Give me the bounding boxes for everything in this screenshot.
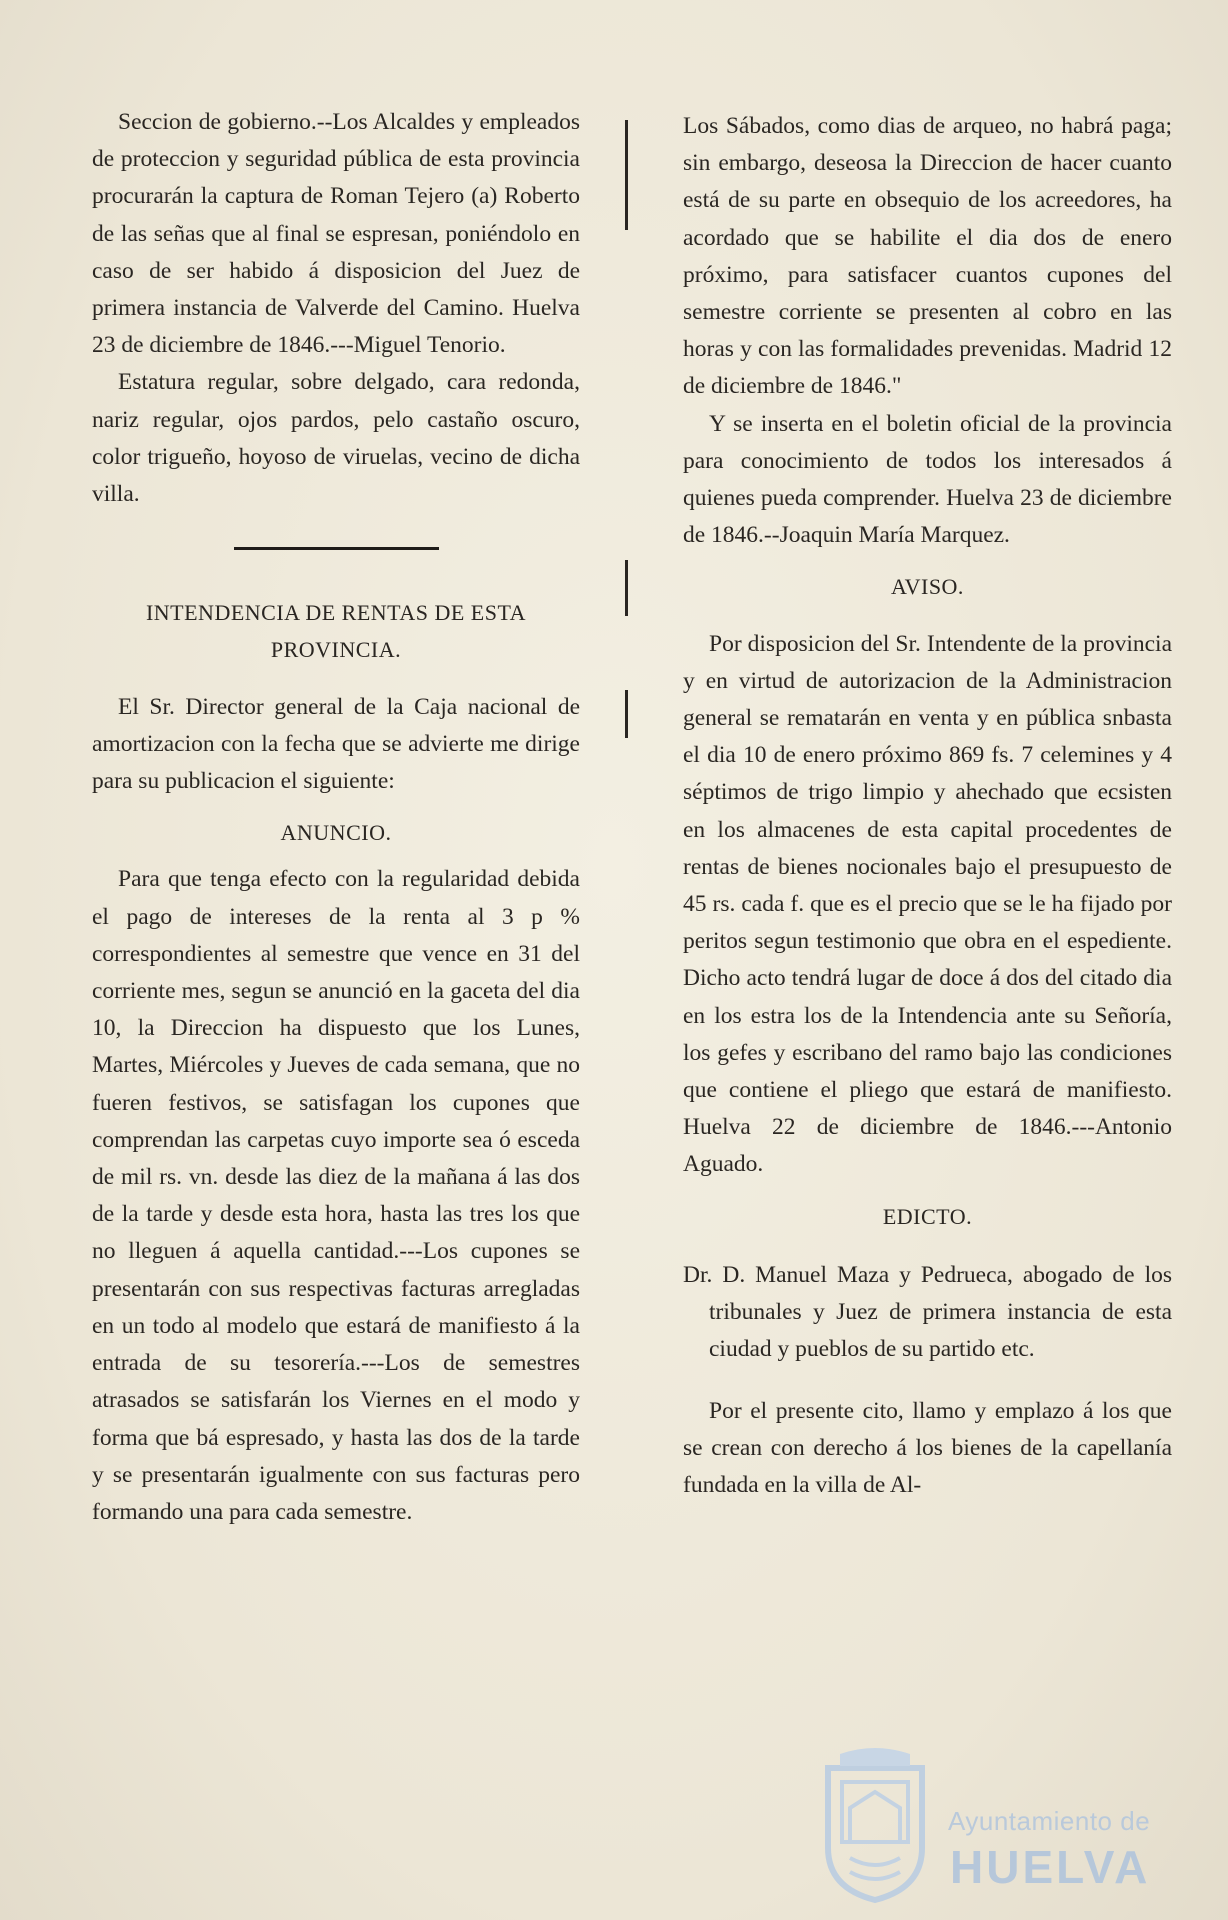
notice-gobierno: Seccion de gobierno.--Los Alcaldes y empleados de proteccion y seguridad pública de esta provincia procurarán la captura de Roman Tejero (a) Roberto de las señas que al final se espresan, poniéndolo en caso de ser habido á disposicion del Juez de primera instancia de Valverde del Camino. Huelva 23 de diciembre de 1846.---Miguel Tenorio.: [92, 109, 580, 359]
edicto-heading: EDICTO.: [882, 1203, 973, 1229]
anuncio-body: Para que tenga efecto con la regularidad debida el pago de intereses de la renta al 3 p % correspondientes al semestre que vence en 31 del corriente mes, segun se anunció en la gaceta del dia 10, la Direccion ha dispuesto que los Lunes, Martes, Miércoles y Jueves de cada semana, que no fueren festivos, se satisfagan los cupones que comprendan las carpetas cuyo importe sea ó esceda de mil rs. vn. desde las diez de la mañana á las dos de la tarde y desde esta hora, hasta las tres los que no lleguen á aquella cantidad.---Los cupones se presentarán con sus respectivas facturas arregladas en un todo al modelo que estará de manifiesto á la entrada de su tesorería.---Los de semestres atrasados se satisfarán los Viernes en el modo y forma que bá espresado, y hasta las dos de la tarde y se presentarán igualmente con sus facturas pero formando una para cada semestre.: [92, 866, 580, 1525]
city-shield-icon: [820, 1748, 930, 1904]
right-column: [683, 108, 1172, 1504]
intro-paragraph: El Sr. Director general de la Caja nacional de amortizacion con la fecha que se advierte me dirige para su publicacion el siguiente:: [92, 693, 580, 795]
notice-description: Estatura regular, sobre delgado, cara redonda, nariz regular, ojos pardos, pelo castaño oscuro, color trigueño, hoyoso de viruelas, vecino de dicha villa.: [92, 369, 580, 508]
watermark-line-1: Ayuntamiento de: [948, 1806, 1151, 1836]
left-column: [92, 104, 580, 1531]
edicto-body: Por el presente cito, llamo y emplazo á los que se crean con derecho á los bienes de la capellanía fundada en la villa de Al-: [683, 1397, 1172, 1498]
watermark-line-2: HUELVA: [950, 1841, 1151, 1893]
anuncio-heading: ANUNCIO.: [280, 820, 392, 846]
section-title-intendencia: INTENDENCIA DE RENTAS DE ESTA PROVINCIA.: [145, 600, 527, 663]
column-separator-upper: [625, 120, 628, 230]
inserted-notice: Y se inserta en el boletin oficial de la provincia para conocimiento de todos los interesados á quienes pueda comprender. Huelva 23 de diciembre de 1846.--Joaquin María Marquez.: [683, 410, 1172, 549]
anuncio-continued: Los Sábados, como dias de arqueo, no habrá paga; sin embargo, deseosa la Direccion de hacer cuanto está de su parte en obsequio de los acreedores, ha acordado que se habilite el dia dos de enero próximo, para satisfacer cuantos cupones del semestre corriente se presenten al cobro en las horas y con las formalidades prevenidas. Madrid 12 de diciembre de 1846.": [683, 113, 1172, 400]
section-divider: [234, 547, 439, 550]
column-separator-mid: [625, 560, 628, 616]
column-separator-lower: [625, 690, 628, 738]
edicto-judge: Dr. D. Manuel Maza y Pedrueca, abogado de los tribunales y Juez de primera instancia de esta ciudad y pueblos de su partido etc.: [683, 1261, 1172, 1363]
aviso-heading: AVISO.: [891, 574, 964, 600]
aviso-body: Por disposicion del Sr. Intendente de la provincia y en virtud de autorizacion de la Administracion general se rematarán en venta y en pública snbasta el dia 10 de enero próximo 869 fs. 7 celemines y 4 séptimos de trigo limpio y ahechado que ecsisten en los almacenes de esta capital procedentes de rentas de bienes nocionales bajo el presupuesto de 45 rs. cada f. que es el precio que se le ha fijado por peritos segun testimonio que obra en el espediente. Dicho acto tendrá lugar de doce á dos del citado dia en los estra los de la Intendencia ante su Señoría, los gefes y escribano del ramo bajo las condiciones que contiene el pliego que estará de manifiesto. Huelva 22 de diciembre de 1846.---Antonio Aguado.: [683, 630, 1172, 1178]
